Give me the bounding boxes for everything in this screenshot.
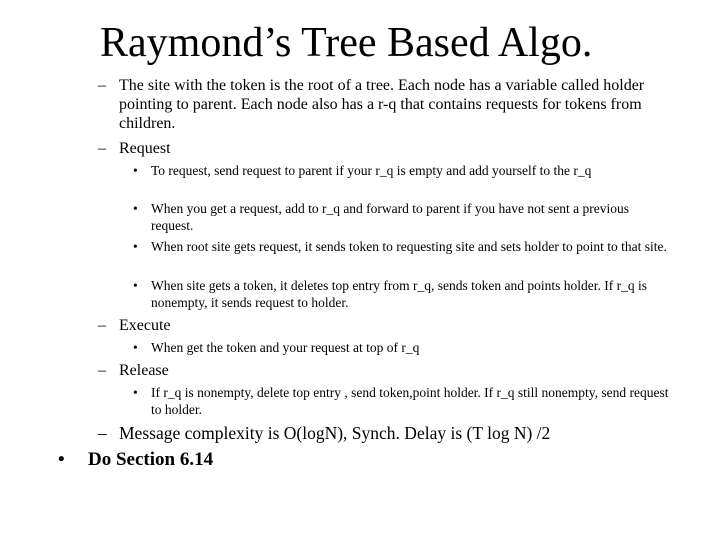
dash-marker: –: [98, 140, 106, 157]
sub-bullet-request-2: [133, 201, 673, 234]
dash-marker: –: [98, 362, 106, 379]
bullet-text: Execute: [119, 317, 171, 334]
dot-marker: •: [133, 201, 138, 216]
bullet-text: Message complexity is O(logN), Synch. Delay is (T log N) /2: [119, 423, 551, 443]
bullet-text: To request, send request to parent if your r_q is empty and add yourself to the r_q: [151, 163, 592, 178]
sub-bullet-execute-1: [133, 340, 673, 357]
bullet-complexity: [98, 424, 668, 443]
bullet-text: If r_q is nonempty, delete top entry , send token,point holder. If r_q still nonempty, send request to holder.: [151, 385, 669, 417]
dot-marker: •: [133, 340, 138, 355]
sub-bullet-request-4: [133, 278, 673, 311]
bullet-text: When you get a request, add to r_q and forward to parent if you have not sent a previous request.: [151, 201, 629, 233]
dash-marker: –: [98, 317, 106, 334]
dot-marker: •: [133, 278, 138, 293]
sub-bullet-request-1: [133, 163, 673, 180]
bullet-text: Request: [119, 140, 171, 157]
bullet-text: When site gets a token, it deletes top entry from r_q, sends token and points holder. If r_q is nonempty, it sends request to holder.: [151, 278, 648, 310]
bullet-request: [98, 139, 668, 158]
slide-title: Raymond’s Tree Based Algo.: [100, 20, 593, 66]
bullet-text: The site with the token is the root of a tree. Each node has a variable called holder pointing to parent. Each node also has a r-q that contains requests for tokens from children.: [119, 77, 645, 132]
dot-marker: •: [133, 385, 138, 400]
bullet-text: Release: [119, 362, 169, 379]
sub-bullet-release-1: [133, 385, 673, 418]
dot-marker: •: [58, 449, 65, 470]
dot-marker: •: [133, 163, 138, 178]
bullet-execute: [98, 316, 668, 335]
bullet-text: When get the token and your request at top of r_q: [151, 340, 420, 355]
dash-marker: –: [98, 423, 107, 443]
bullet-footer: [58, 449, 658, 471]
bullet-intro: [98, 76, 668, 133]
dot-marker: •: [133, 239, 138, 254]
bullet-release: [98, 361, 668, 380]
bullet-text: When root site gets request, it sends token to requesting site and sets holder to point to that site.: [151, 239, 667, 254]
dash-marker: –: [98, 77, 106, 94]
sub-bullet-request-3: [133, 239, 673, 256]
bullet-text: Do Section 6.14: [88, 449, 214, 470]
